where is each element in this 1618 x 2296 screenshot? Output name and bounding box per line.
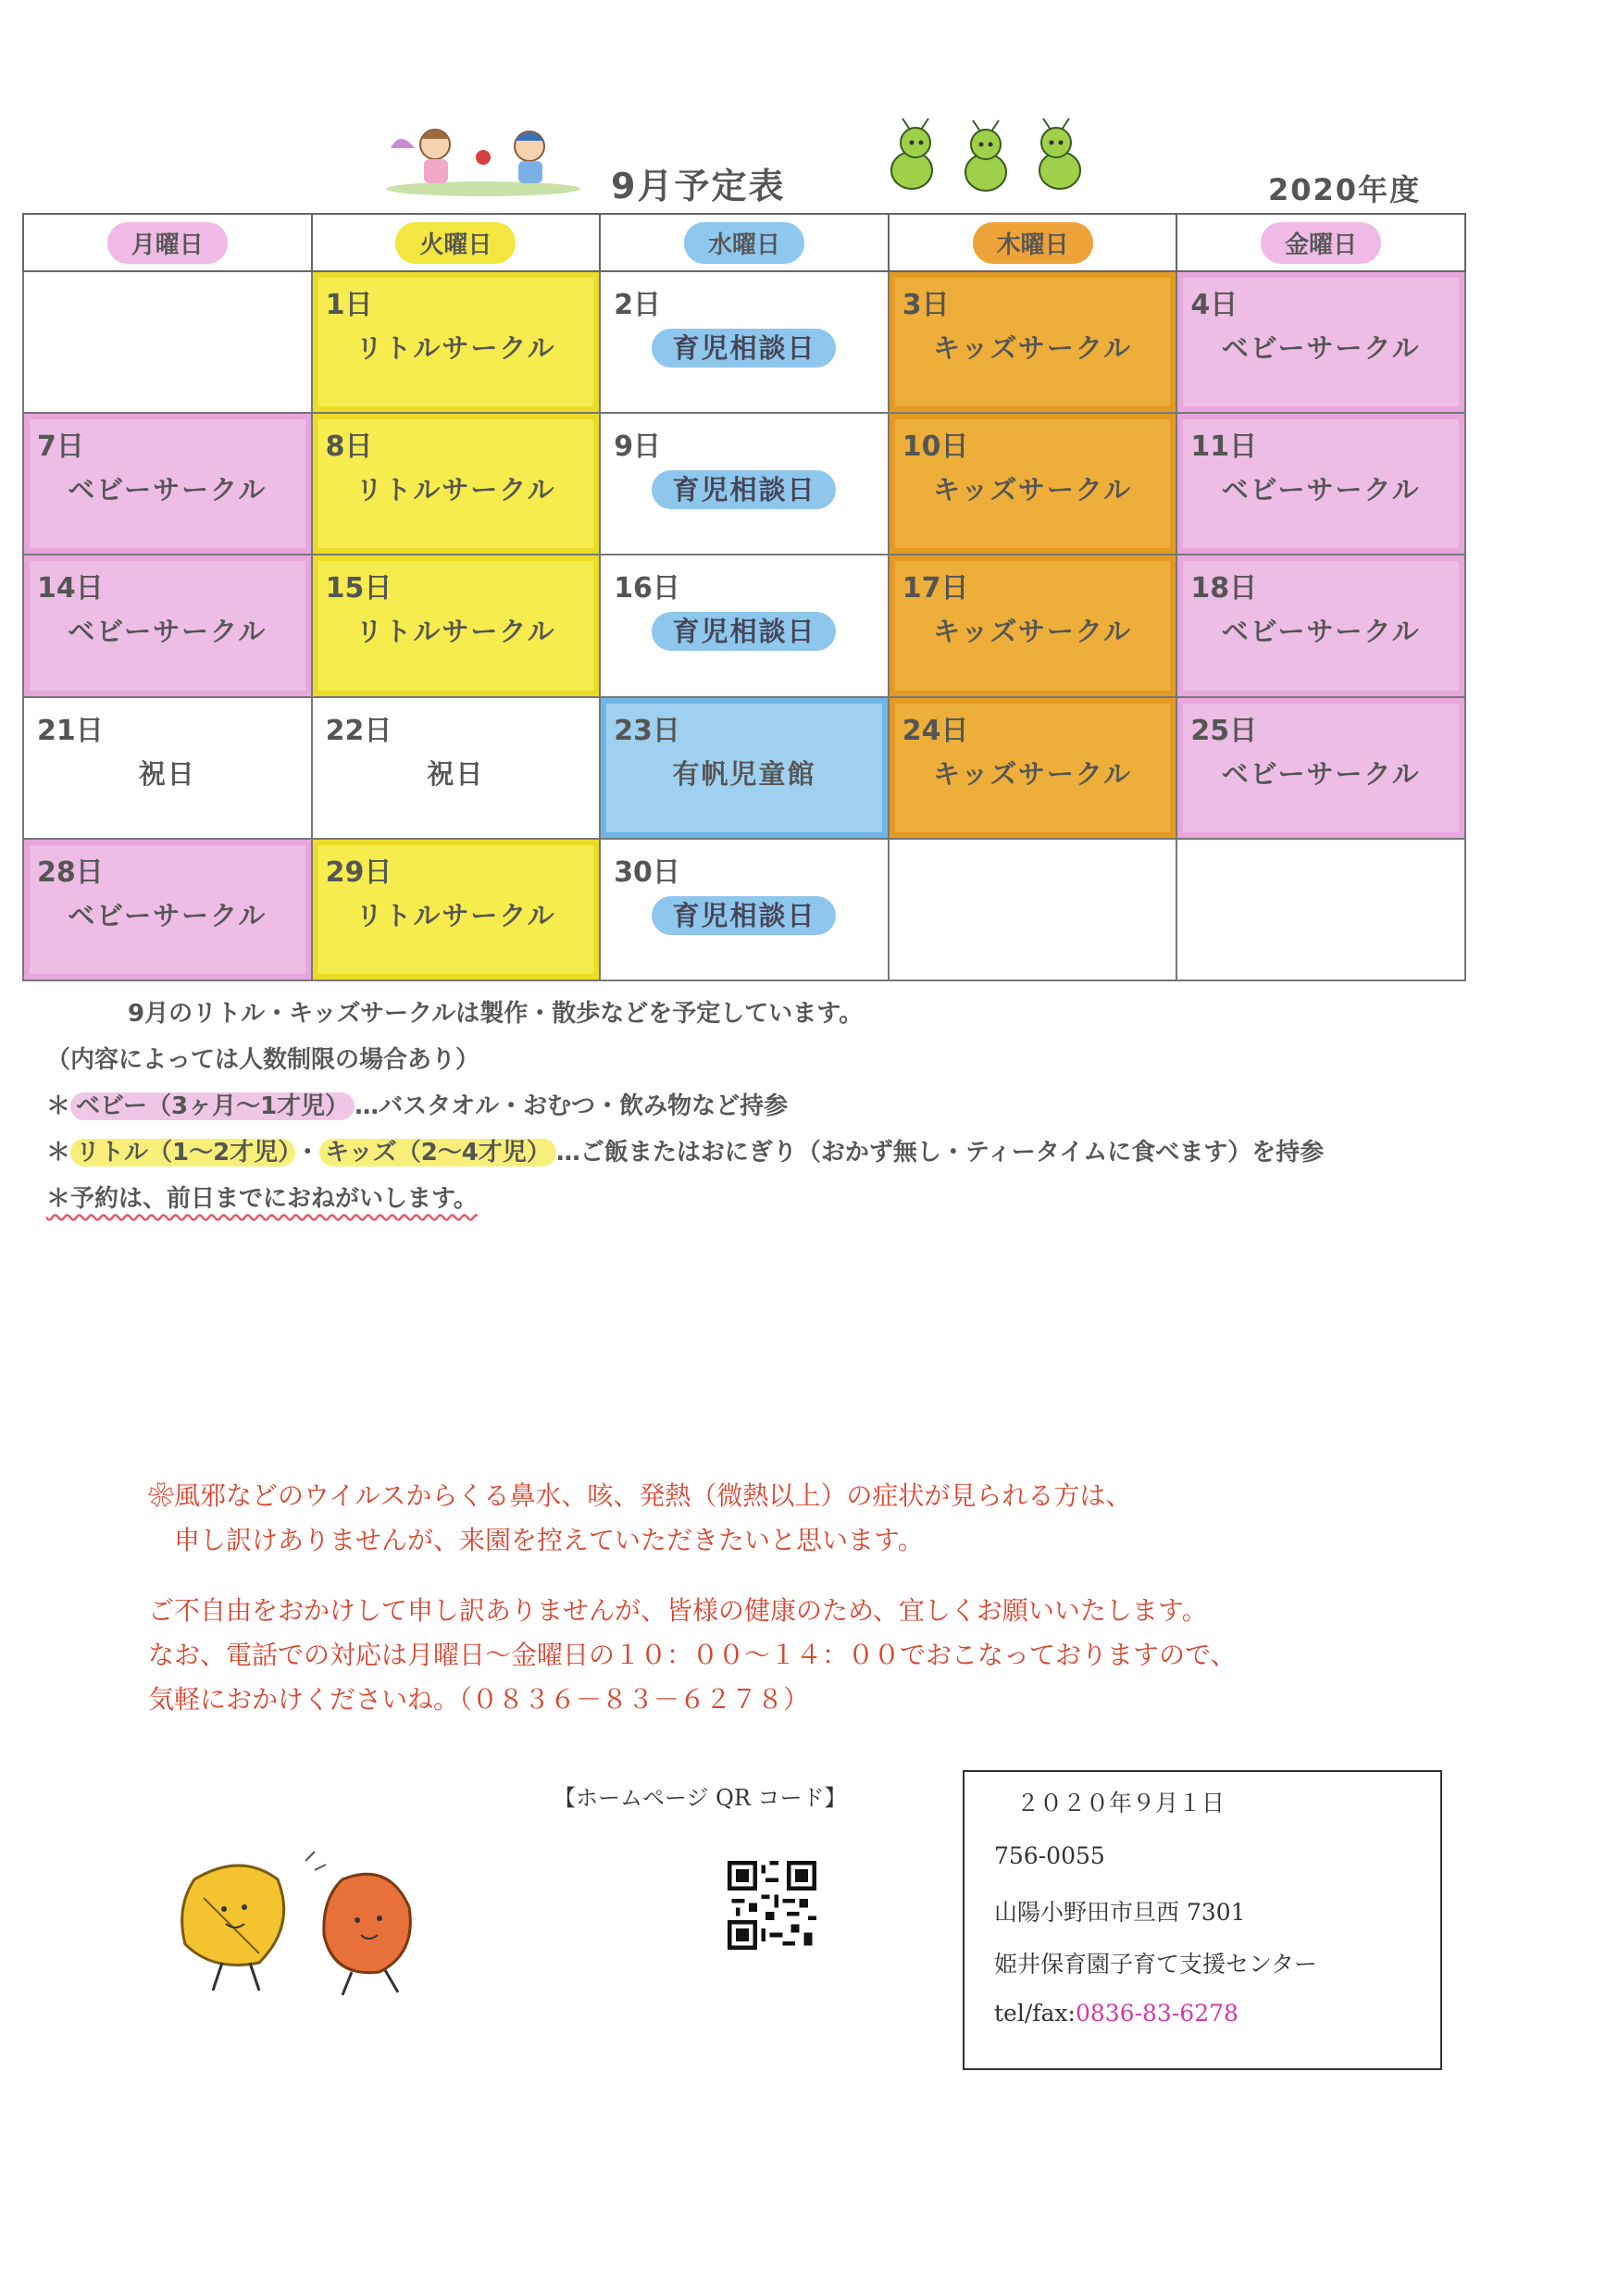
event-label [890, 328, 1176, 366]
calendar-day-cell [312, 839, 601, 980]
calendar-day-cell [889, 555, 1177, 696]
bugs-illustration [875, 115, 1097, 204]
event-text: リトルサークル [355, 474, 556, 506]
calendar-day-cell [889, 697, 1177, 839]
event-label [601, 895, 888, 933]
day-number: 25日 [1190, 714, 1258, 747]
note-line-2: （内容によっては人数制限の場合あり） [46, 1046, 480, 1074]
day-header-label: 火曜日 [395, 222, 516, 264]
note-separator: ・ [295, 1139, 320, 1167]
health-message [148, 1474, 1537, 1722]
message-line-1: ❀風邪などのウイルスからくる鼻水、咳、発熱（微熱以上）の症状が見られる方は、 [148, 1480, 1132, 1511]
calendar-day-cell [889, 413, 1177, 555]
page-title: 9月予定表 [611, 166, 786, 206]
day-number: 14日 [37, 572, 104, 605]
qr-label: 【ホームページ QR コード】 [554, 1785, 847, 1811]
event-label [313, 611, 600, 649]
calendar-day-cell [23, 413, 312, 555]
event-text: 祝日 [138, 757, 196, 790]
event-text: リトルサークル [355, 616, 556, 648]
event-text: ベビーサークル [68, 899, 268, 931]
event-label [24, 895, 311, 933]
calendar-week-row [23, 271, 1465, 413]
day-header-label: 金曜日 [1261, 222, 1381, 264]
little-age-highlight: リトル（1～2才児） [70, 1139, 295, 1167]
note-bullet: ＊ [46, 1092, 71, 1120]
day-number: 15日 [325, 572, 392, 605]
day-number: 1日 [325, 289, 373, 321]
day-number: 4日 [1190, 289, 1238, 321]
event-label [1177, 469, 1464, 507]
day-header-label: 木曜日 [973, 222, 1093, 264]
calendar-day-cell [1176, 555, 1465, 696]
day-number: 16日 [614, 572, 680, 605]
event-text: 有帆児童館 [672, 757, 816, 790]
calendar-day-cell [600, 271, 889, 413]
note-line-1: 9月のリトル・キッズサークルは製作・散歩などを予定しています。 [128, 1000, 864, 1028]
day-number: 24日 [902, 714, 969, 747]
calendar-day-cell [1176, 697, 1465, 839]
contact-box [963, 1770, 1442, 2070]
event-label [890, 469, 1176, 507]
event-label [601, 328, 888, 366]
event-text: ベビーサークル [1221, 474, 1421, 506]
event-text: キッズサークル [933, 474, 1133, 506]
event-text: キッズサークル [933, 332, 1133, 364]
event-label [313, 895, 600, 933]
calendar-day-cell [23, 839, 312, 980]
message-line-4: なお、電話での対応は月曜日～金曜日の１０：００～１４：００でおこなっておりますので、 [148, 1640, 1237, 1670]
calendar-day-cell [1176, 271, 1465, 413]
calendar-day-cell [600, 555, 889, 696]
event-label [24, 754, 311, 792]
day-number: 11日 [1190, 430, 1258, 464]
day-number: 2日 [614, 289, 662, 321]
calendar-day-cell [1176, 839, 1465, 980]
message-line-3: ご不自由をおかけして申し訳ありませんが、皆様の健康のため、宜しくお願いいたします。 [148, 1595, 1208, 1626]
calendar-week-row [23, 413, 1465, 555]
organization-name: 姫井保育園子育て支援センター [994, 1951, 1318, 1978]
qr-code-icon[interactable] [728, 1861, 816, 1950]
tel-label: tel/fax: [994, 2000, 1076, 2027]
event-text: 育児相談日 [652, 329, 836, 368]
calendar-day-cell [1176, 413, 1465, 555]
baby-items: …バスタオル・おむつ・飲み物など持参 [355, 1092, 789, 1120]
note-line-4 [46, 1129, 1527, 1176]
event-label [313, 754, 600, 792]
event-text: リトルサークル [355, 899, 556, 931]
event-label [1177, 611, 1464, 649]
leaf-characters-illustration [167, 1842, 444, 2000]
calendar-day-cell [312, 413, 601, 555]
event-label [601, 754, 888, 792]
tel-fax [994, 2000, 1238, 2027]
address: 山陽小野田市旦西 7301 [994, 1899, 1246, 1926]
day-number: 17日 [902, 572, 969, 605]
calendar-body [23, 271, 1465, 980]
event-text: キッズサークル [933, 616, 1133, 648]
baby-age-highlight: ベビー（3ヶ月～1才児） [70, 1092, 355, 1120]
calendar-day-cell [23, 697, 312, 839]
event-label [890, 754, 1176, 792]
day-header [1176, 214, 1465, 271]
day-number: 8日 [325, 430, 373, 464]
calendar-day-cell [312, 697, 601, 839]
event-label [1177, 328, 1464, 366]
postal-code: 756-0055 [994, 1842, 1105, 1869]
day-header [312, 214, 601, 271]
event-label [601, 469, 888, 507]
event-text: 育児相談日 [652, 896, 836, 935]
calendar-day-cell [600, 839, 889, 980]
event-text: ベビーサークル [68, 474, 268, 506]
event-text: ベビーサークル [68, 616, 268, 648]
calendar-day-cell [312, 271, 601, 413]
calendar-day-cell [23, 555, 312, 696]
reservation-note: ＊予約は、前日までにおねがいします。 [46, 1185, 478, 1213]
note-line-3 [46, 1083, 1527, 1129]
calendar-week-row [23, 555, 1465, 696]
event-label [890, 611, 1176, 649]
event-text: 育児相談日 [652, 470, 836, 509]
day-number: 18日 [1190, 572, 1258, 605]
notes [46, 991, 1527, 1222]
day-number: 23日 [614, 714, 680, 747]
note-bullet: ＊ [46, 1139, 71, 1167]
message-line-5: 気軽におかけくださいね。（０８３６－８３－６２７８） [148, 1684, 810, 1715]
event-text: キッズサークル [933, 757, 1133, 790]
day-number: 21日 [37, 714, 104, 747]
event-text: ベビーサークル [1221, 332, 1421, 364]
calendar [22, 213, 1466, 981]
day-header [600, 214, 889, 271]
event-label [313, 469, 600, 507]
calendar-day-cell [889, 839, 1177, 980]
calendar-day-cell [889, 271, 1177, 413]
event-text: 育児相談日 [652, 612, 836, 651]
event-label [24, 611, 311, 649]
day-header [889, 214, 1177, 271]
kids-age-highlight: キッズ（2～4才児） [319, 1139, 556, 1167]
day-number: 30日 [614, 855, 680, 889]
calendar-week-row [23, 697, 1465, 839]
message-line-2: 申し訳けありませんが、来園を控えていただきたいと思います。 [148, 1525, 924, 1555]
children-playing-illustration [381, 120, 585, 198]
day-header-label: 水曜日 [684, 222, 804, 264]
day-number: 22日 [325, 714, 392, 747]
calendar-week-row [23, 839, 1465, 980]
day-header [23, 214, 312, 271]
day-number: 7日 [37, 430, 84, 464]
day-number: 3日 [902, 289, 950, 321]
calendar-day-cell [312, 555, 601, 696]
event-label [1177, 754, 1464, 792]
note-line-5 [46, 1176, 1527, 1222]
fiscal-year: 2020年度 [1268, 172, 1422, 207]
calendar-day-cell [600, 697, 889, 839]
event-label [313, 328, 600, 366]
event-text: ベビーサークル [1221, 616, 1421, 648]
event-text: ベビーサークル [1221, 757, 1421, 790]
event-text: 祝日 [427, 757, 485, 790]
tel-number[interactable]: 0836-83-6278 [1075, 2000, 1238, 2027]
day-number: 29日 [325, 855, 392, 889]
calendar-header-row [23, 214, 1465, 271]
little-kids-items: …ご飯またはおにぎり（おかず無し・ティータイムに食べます）を持参 [555, 1139, 1325, 1167]
issue-date: ２０２０年９月１日 [1016, 1790, 1226, 1816]
day-number: 28日 [37, 855, 104, 889]
event-label [601, 611, 888, 649]
calendar-table [22, 213, 1466, 981]
event-label [24, 469, 311, 507]
calendar-day-cell [23, 271, 312, 413]
day-header-label: 月曜日 [107, 222, 228, 264]
event-text: リトルサークル [355, 332, 556, 364]
calendar-day-cell [600, 413, 889, 555]
day-number: 10日 [902, 430, 969, 464]
day-number: 9日 [614, 430, 662, 464]
